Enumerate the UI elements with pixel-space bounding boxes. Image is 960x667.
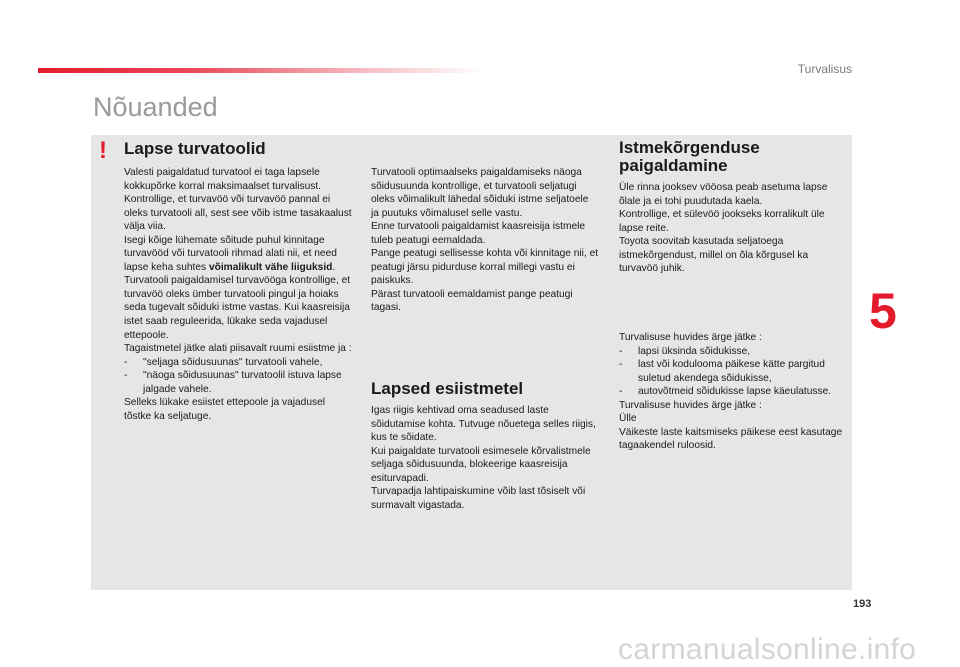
warning-icon: ! <box>99 137 107 164</box>
page-title: Nõuanded <box>93 92 218 122</box>
paragraph: Turvalisuse huvides ärge jätke : <box>619 399 762 411</box>
watermark: carmanualsonline.info <box>618 633 917 666</box>
column-3-text-bottom <box>619 331 844 453</box>
paragraph: Toyota soovitab kasutada seljatoega istmekõrgendust, millel on õla kõrgusel ka turvavöö juhik. <box>619 236 809 275</box>
heading-child-seats: Lapse turvatoolid <box>124 139 266 158</box>
list-item: - last või koduloomа päikese kätte pargitud suletud akendega sõidukisse, <box>619 359 825 384</box>
paragraph: Tagaistmetel jätke alati piisavalt ruumi esiistme ja : <box>124 343 352 355</box>
heading-front-seat-children: Lapsed esiistmetel <box>371 379 524 398</box>
paragraph: Pärast turvatooli eemaldamist pange peatugi tagasi. <box>371 288 573 314</box>
paragraph: Pange peatugi sellisesse kohta või kinnitage nii, et peatugi järsu pidurduse korral millegi vastu ei paiskuks. <box>371 248 599 287</box>
paragraph: Turvapadja lahtipaiskumine võib last tõsiselt või surmavalt vigastada. <box>371 486 586 511</box>
paragraph: Turvatooli paigaldamisel turvavööga kontrollige, et turvavöö oleks ümber turvatooli pingul ja hoiaks seda tugevalt sõiduki istme vastas. Kui kaasreisija istet saab reguleerida, lükake seda vajadusel ettepoole. <box>124 275 351 341</box>
paragraph: Kui paigaldate turvatooli esimesele kõrvalistmele seljaga sõidusuunda, blokeerige kaasreisija esiturvapadi. <box>371 445 591 484</box>
list-item: - autovõtmeid sõidukisse lapse käeulatusse. <box>619 386 832 398</box>
column-2-text-bottom <box>371 404 599 512</box>
paragraph: Üle rinna jooksev vööosa peab asetuma lapse õlale ja ei tohi puudutada kaela. <box>619 182 828 207</box>
paragraph: Kontrollige, et sülevöö jookseks korralikult üle lapse reite. <box>619 209 825 234</box>
paragraph: Turvatooli optimaalseks paigaldamiseks näoga sõidusuunda kontrollige, et turvatooli seljatugi oleks võimalikult lähedal sõiduki istme seljatoele ja puutuks võimalusel selle vastu. <box>371 167 589 219</box>
paragraph: Valesti paigaldatud turvatool ei taga lapsele kokkupõrke korral maksimaalset turvalisust. Kontrollige, et turvavöö või turvavöö pannal ei oleks turvatooli all, sest see võib istme tasakaalust välja viia. <box>124 167 352 233</box>
emphasis: võimalikult vähe liiguksid <box>208 261 333 273</box>
paragraph: Enne turvatooli paigaldamist kaasreisija istmele tuleb peatugi eemaldada. <box>371 221 586 246</box>
paragraph: Ülle <box>619 413 637 425</box>
chapter-number: 5 <box>869 283 897 339</box>
column-1-text <box>124 166 352 423</box>
paragraph: Väikeste laste kaitsmiseks päikese eest kasutage tagaakendel ruloosid. <box>619 426 843 452</box>
column-2-text-top <box>371 166 599 315</box>
header-accent-bar <box>38 68 483 73</box>
list-item: - lapsi üksinda sõidukisse, <box>619 345 751 357</box>
list-item: - "näoga sõidusuunas" turvatoolil istuva lapse jalgade vahele. <box>124 370 342 395</box>
page-number: 193 <box>853 598 872 610</box>
paragraph: Igas riigis kehtivad oma seadused laste sõidutamise kohta. Tutvuge nõuetega selles riigis, kus te sõidate. <box>371 405 596 444</box>
paragraph: Turvalisuse huvides ärge jätke : <box>619 332 762 343</box>
heading-booster-seat: Istmekõrgenduse paigaldamine <box>619 138 760 175</box>
paragraph: Isegi kõige lühemate sõitude puhul kinnitage turvavööd või turvatooli rihmad alati nii, et need lapse keha suhtes võimalikult vähe liiguksid. <box>124 234 337 273</box>
list-item: - "seljaga sõidusuunas" turvatooli vahele, <box>124 356 323 368</box>
column-3-text-top <box>619 181 844 276</box>
section-label: Turvalisus <box>797 62 852 76</box>
paragraph: Selleks lükake esiistet ettepoole ja vajadusel tõstke ka seljatuge. <box>124 397 326 422</box>
